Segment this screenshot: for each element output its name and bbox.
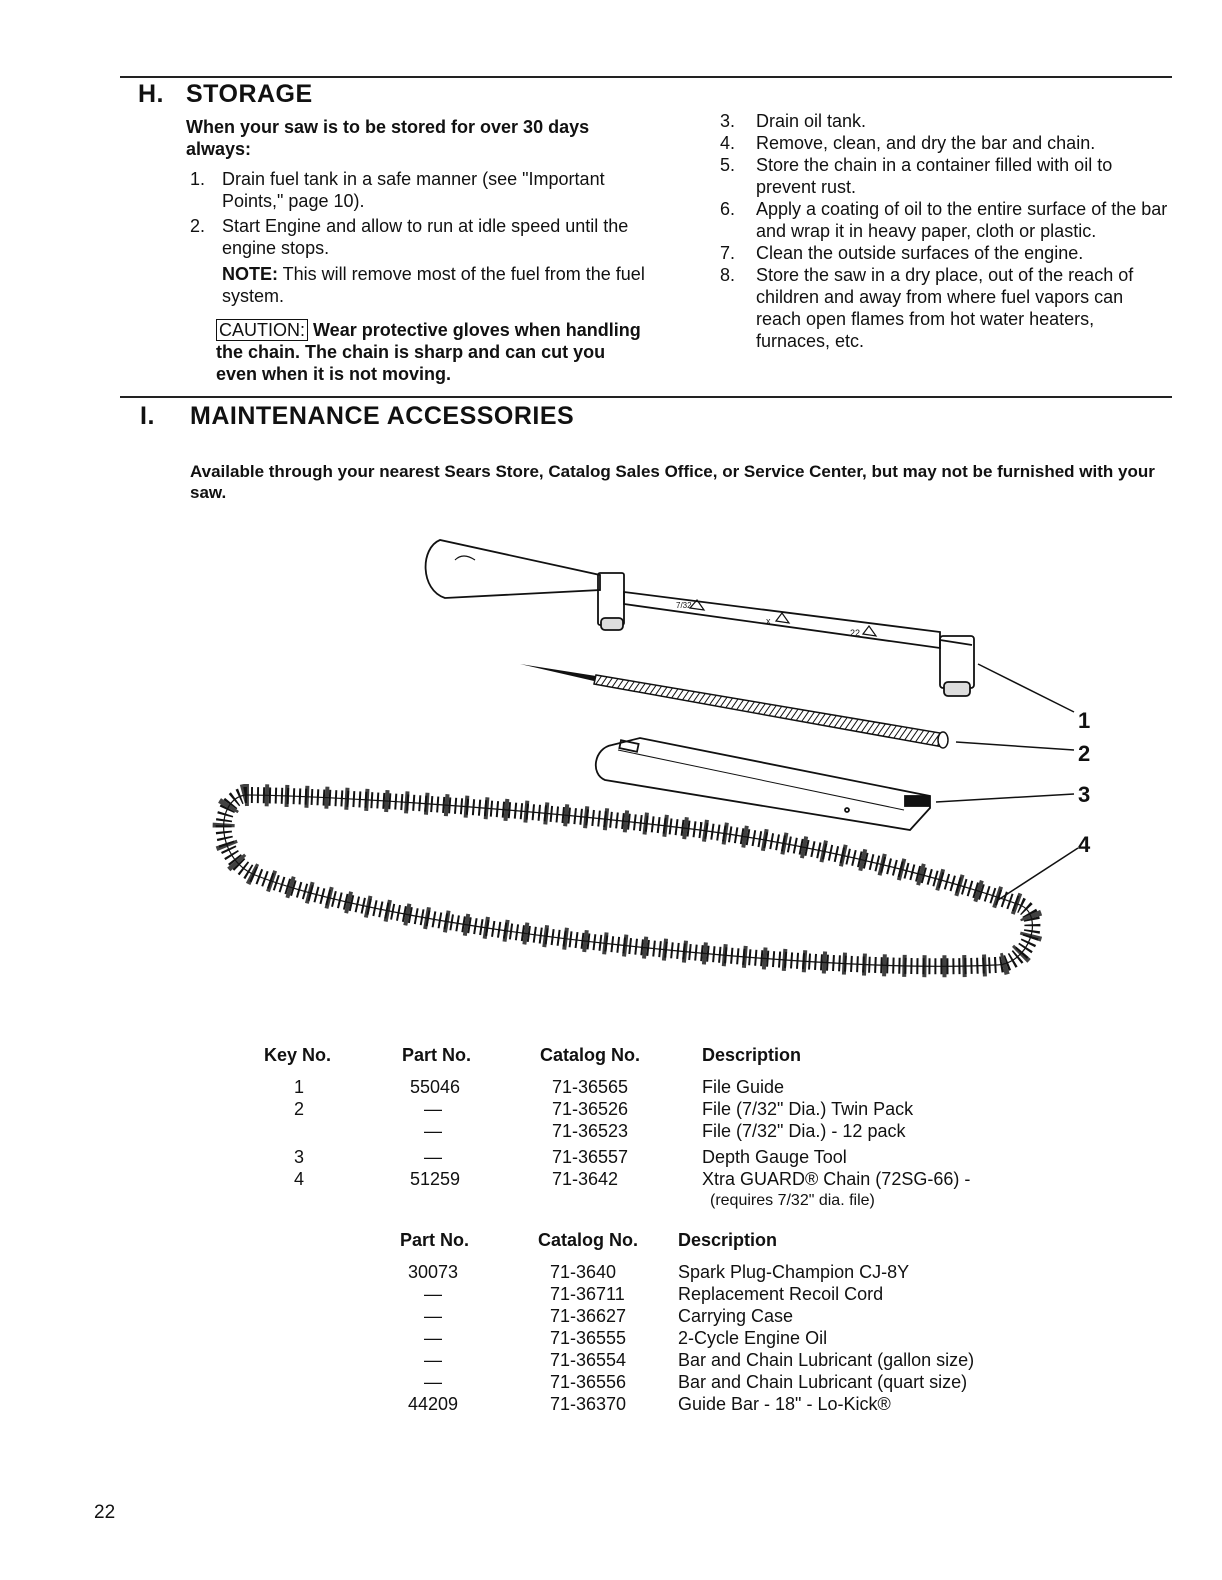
part-no: —	[424, 1350, 442, 1370]
step-text: Start Engine and allow to run at idle speed until the engine stops.	[222, 216, 629, 258]
step-number: 2.	[190, 216, 206, 236]
storage-heading-letter: H.	[138, 80, 164, 108]
storage-heading	[138, 80, 313, 109]
step-text: Clean the outside surfaces of the engine.	[756, 243, 1084, 263]
storage-right-column	[718, 110, 1170, 352]
key-no: 4	[294, 1169, 305, 1189]
step-number: 8.	[720, 265, 736, 285]
storage-step-2	[186, 215, 648, 259]
catalog-no: 71-36370	[550, 1394, 627, 1414]
storage-step-7	[718, 242, 1170, 264]
part-no-header: Part No.	[402, 1045, 472, 1065]
additional-parts-table	[400, 1229, 1098, 1415]
part-no: —	[424, 1284, 442, 1304]
step-number: 6.	[720, 199, 736, 219]
table-header-row	[264, 1044, 1022, 1076]
part-no: —	[424, 1372, 442, 1392]
accessories-parts-table	[264, 1044, 1022, 1212]
caution-label: CAUTION:	[216, 319, 308, 341]
part-no: —	[424, 1328, 442, 1348]
catalog-no: 71-36523	[552, 1121, 629, 1141]
accessories-heading	[140, 402, 574, 431]
catalog-no: 71-36556	[550, 1372, 627, 1392]
description: Bar and Chain Lubricant (quart size)	[678, 1372, 968, 1392]
catalog-no: 71-36526	[552, 1099, 629, 1119]
key-no-header: Key No.	[264, 1045, 332, 1065]
storage-left-column	[186, 116, 648, 385]
table-row	[264, 1076, 1022, 1098]
part-no: 51259	[410, 1169, 461, 1189]
catalog-no: 71-36627	[550, 1306, 627, 1326]
page-number: 22	[94, 1502, 116, 1523]
catalog-no: 71-3642	[552, 1169, 619, 1189]
step-text: Drain oil tank.	[756, 111, 867, 131]
table-row	[400, 1327, 1098, 1349]
table-row	[264, 1168, 1022, 1212]
callout-leaders	[936, 664, 1078, 900]
table-header-row	[400, 1229, 1098, 1261]
top-rule	[120, 76, 1172, 78]
note-text: This will remove most of the fuel from the fuel system.	[222, 264, 645, 306]
key-no	[264, 1120, 402, 1142]
file-mark-x: x	[766, 616, 771, 626]
file-mark-22: 22	[850, 628, 861, 638]
catalog-no: 71-36557	[552, 1147, 629, 1167]
step-text: Store the chain in a container filled with oil to prevent rust.	[756, 155, 1113, 197]
step-text: Apply a coating of oil to the entire surface of the bar and wrap it in heavy paper, cloth or plastic.	[756, 199, 1168, 241]
callout-3: 3	[1078, 782, 1091, 807]
storage-step-5	[718, 154, 1170, 198]
description-header: Description	[678, 1230, 778, 1250]
step-text: Store the saw in a dry place, out of the reach of children and away from where fuel vapors can reach open flames from hot water heaters, furnaces, etc.	[756, 265, 1134, 351]
file-guide-drawing	[426, 540, 974, 696]
table-row	[400, 1349, 1098, 1371]
catalog-no: 71-36555	[550, 1328, 627, 1348]
description: Carrying Case	[678, 1306, 794, 1326]
key-no: 2	[294, 1099, 305, 1119]
caution-text: Wear protective gloves when handling the chain. The chain is sharp and can cut you even when it is not moving.	[216, 320, 641, 384]
part-no: —	[424, 1099, 442, 1119]
catalog-no: 71-36565	[552, 1077, 629, 1097]
storage-heading-title: STORAGE	[186, 80, 313, 108]
storage-step-3	[718, 110, 1170, 132]
note-label: NOTE:	[222, 264, 278, 284]
accessories-illustration	[0, 520, 1222, 990]
callout-1: 1	[1078, 708, 1091, 733]
step-number: 7.	[720, 243, 736, 263]
table-row	[400, 1371, 1098, 1393]
file-mark-7-32: 7/32	[676, 601, 692, 610]
storage-note	[186, 263, 648, 307]
step-number: 3.	[720, 111, 736, 131]
storage-step-4	[718, 132, 1170, 154]
description	[702, 1168, 1022, 1212]
description-text: Xtra GUARD® Chain (72SG-66) -	[702, 1169, 971, 1189]
description: File (7/32" Dia.) - 12 pack	[702, 1121, 906, 1141]
description: Guide Bar - 18" - Lo-Kick®	[678, 1394, 891, 1414]
key-no: 3	[294, 1147, 305, 1167]
part-no: —	[424, 1306, 442, 1326]
saw-chain-drawing	[224, 795, 1033, 966]
accessories-heading-letter: I.	[140, 402, 155, 430]
storage-intro: When your saw is to be stored for over 30 days always:	[186, 117, 590, 159]
catalog-no: 71-3640	[550, 1262, 617, 1282]
description: Spark Plug-Champion CJ-8Y	[678, 1262, 910, 1282]
callout-2: 2	[1078, 741, 1091, 766]
catalog-no-header: Catalog No.	[540, 1045, 641, 1065]
catalog-no-header: Catalog No.	[538, 1230, 639, 1250]
part-no: 44209	[408, 1394, 459, 1414]
availability-note: Available through your nearest Sears Store, Catalog Sales Office, or Service Center, but may not be furnished with your saw.	[190, 462, 1155, 502]
step-number: 5.	[720, 155, 736, 175]
step-number: 1.	[190, 169, 206, 189]
catalog-no: 71-36711	[550, 1284, 625, 1304]
description-subtext: (requires 7/32" dia. file)	[710, 1192, 875, 1209]
description: Depth Gauge Tool	[702, 1147, 847, 1167]
key-no: 1	[294, 1077, 305, 1097]
accessories-heading-title: MAINTENANCE ACCESSORIES	[190, 402, 575, 430]
part-no-header: Part No.	[400, 1230, 470, 1250]
table-row	[264, 1098, 1022, 1120]
table-row	[400, 1393, 1098, 1415]
description: Bar and Chain Lubricant (gallon size)	[678, 1350, 975, 1370]
step-text: Remove, clean, and dry the bar and chain.	[756, 133, 1096, 153]
catalog-no: 71-36554	[550, 1350, 627, 1370]
description-header: Description	[702, 1045, 802, 1065]
part-no: —	[424, 1121, 442, 1141]
callout-4: 4	[1078, 832, 1091, 857]
description: File (7/32" Dia.) Twin Pack	[702, 1099, 914, 1119]
part-no: 30073	[408, 1262, 459, 1282]
table-row	[400, 1283, 1098, 1305]
description: 2-Cycle Engine Oil	[678, 1328, 828, 1348]
table-row	[400, 1305, 1098, 1327]
step-number: 4.	[720, 133, 736, 153]
part-no: 55046	[410, 1077, 461, 1097]
storage-step-1	[186, 168, 648, 212]
table-row	[400, 1261, 1098, 1283]
storage-step-8	[718, 264, 1170, 352]
section-rule	[120, 396, 1172, 398]
round-file-drawing	[520, 664, 948, 748]
table-row	[264, 1120, 1022, 1142]
table-row	[264, 1142, 1022, 1168]
step-text: Drain fuel tank in a safe manner (see "Important Points," page 10).	[222, 169, 605, 211]
description: File Guide	[702, 1077, 785, 1097]
storage-caution	[186, 319, 648, 385]
part-no: —	[424, 1147, 442, 1167]
storage-step-6	[718, 198, 1170, 242]
description: Replacement Recoil Cord	[678, 1284, 884, 1304]
